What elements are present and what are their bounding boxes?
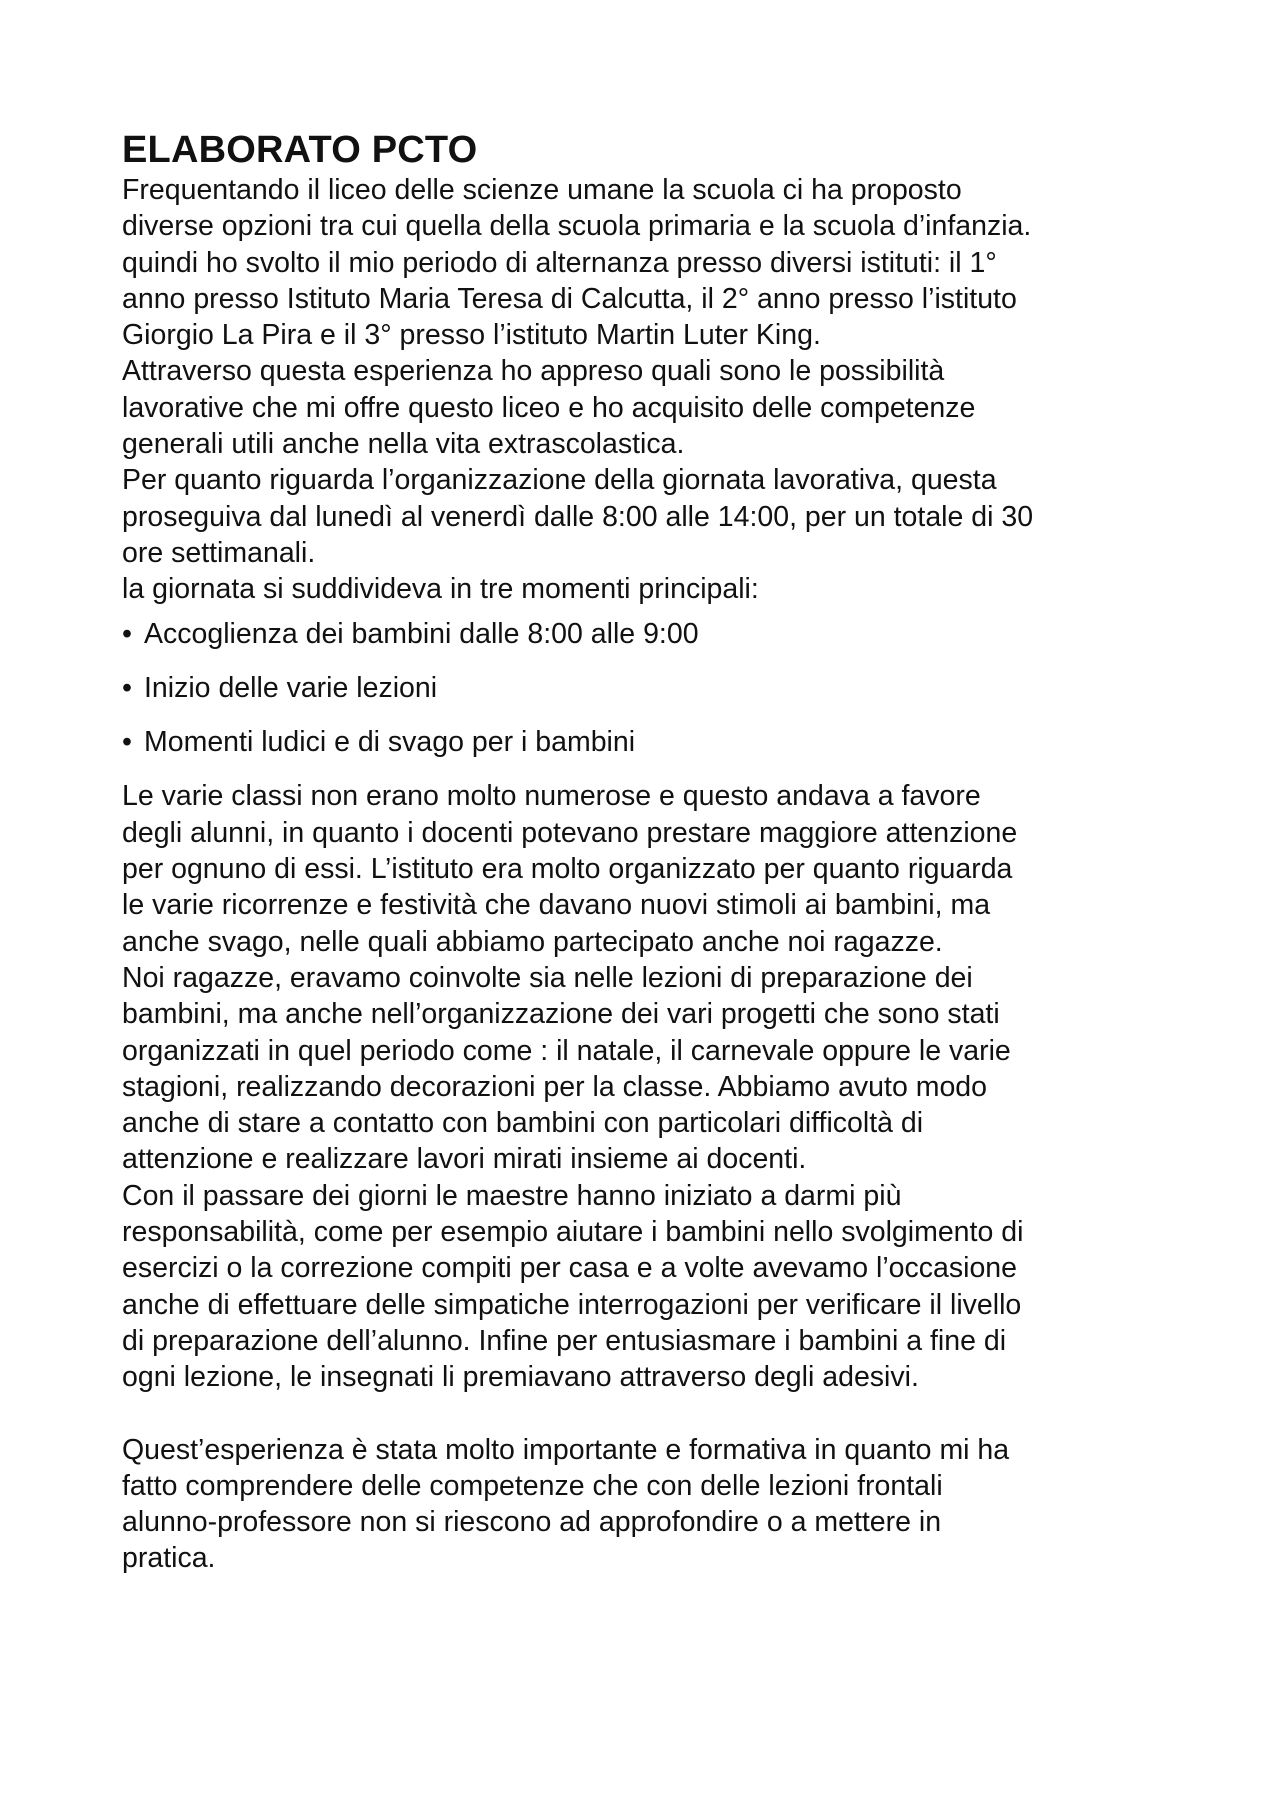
intro-paragraph: Frequentando il liceo delle scienze umane la scuola ci ha proposto diverse opzioni tra cui quella della scuola primaria e la scuola d’infanzia. quindi ho svolto il mio periodo di alternanza presso diversi istituti: il 1° anno presso Istituto Maria Teresa di Calcutta, il 2° anno presso l’istituto Giorgio La Pira e il 3° presso l’istituto Martin Luter King. Attraverso questa esperienza ho appreso quali sono le possibilità lavorative che mi offre questo liceo e ho acquisito delle competenze generali utili anche nella vita extrascolastica. Per quanto riguarda l’organizzazione della giornata lavorativa, questa proseguiva dal lunedì al venerdì dalle 8:00 alle 14:00, per un totale di 30 ore settimanali. la giornata si suddivideva in tre momenti principali: (122, 174, 1034, 606)
list-item (122, 670, 1162, 706)
bullet-marker: • (122, 671, 132, 704)
list-item-text: Momenti ludici e di svago per i bambini (144, 726, 636, 759)
bullet-list (122, 616, 1162, 761)
closing-paragraph: Quest’esperienza è stata molto importante e formativa in quanto mi ha fatto comprendere delle competenze che con delle lezioni frontali alunno-professore non si riescono ad approfondire o a mettere in pratica. (122, 1433, 1010, 1575)
body-paragraph: Le varie classi non erano molto numerose e questo andava a favore degli alunni, in quanto i docenti potevano prestare maggiore attenzione per ognuno di essi. L’istituto era molto organizzato per quanto riguarda le varie ricorrenze e festività che davano nuovi stimoli ai bambini, ma anche svago, nelle quali abbiamo partecipato anche noi ragazze. Noi ragazze, eravamo coinvolte sia nelle lezioni di preparazione dei bambini, ma anche nell’organizzazione dei vari progetti che sono stati organizzati in quel periodo come : il natale, il carnevale oppure le varie stagioni, realizzando decorazioni per la classe. Abbiamo avuto modo anche di stare a contatto con bambini con particolari difficoltà di attenzione e realizzare lavori mirati insieme ai docenti. Con il passare dei giorni le maestre hanno iniziato a darmi più responsabilità, come per esempio aiutare i bambini nello svolgimento di esercizi o la correzione compiti per casa e a volte avevamo l’occasione anche di effettuare delle simpatiche interrogazioni per verificare il livello di preparazione dell’alunno. Infine per entusiasmare i bambini a fine di ogni lezione, le insegnati li premiavano attraverso degli adesivi. (122, 780, 1024, 1394)
document-title: ELABORATO PCTO (122, 129, 478, 171)
bullet-marker: • (122, 726, 132, 759)
list-item-text: Inizio delle varie lezioni (144, 671, 438, 704)
list-item-text: Accoglienza dei bambini dalle 8:00 alle 9:00 (144, 617, 699, 650)
bullet-marker: • (122, 617, 132, 650)
list-item (122, 616, 1162, 652)
list-item (122, 724, 1162, 760)
document-page (122, 128, 1162, 1577)
